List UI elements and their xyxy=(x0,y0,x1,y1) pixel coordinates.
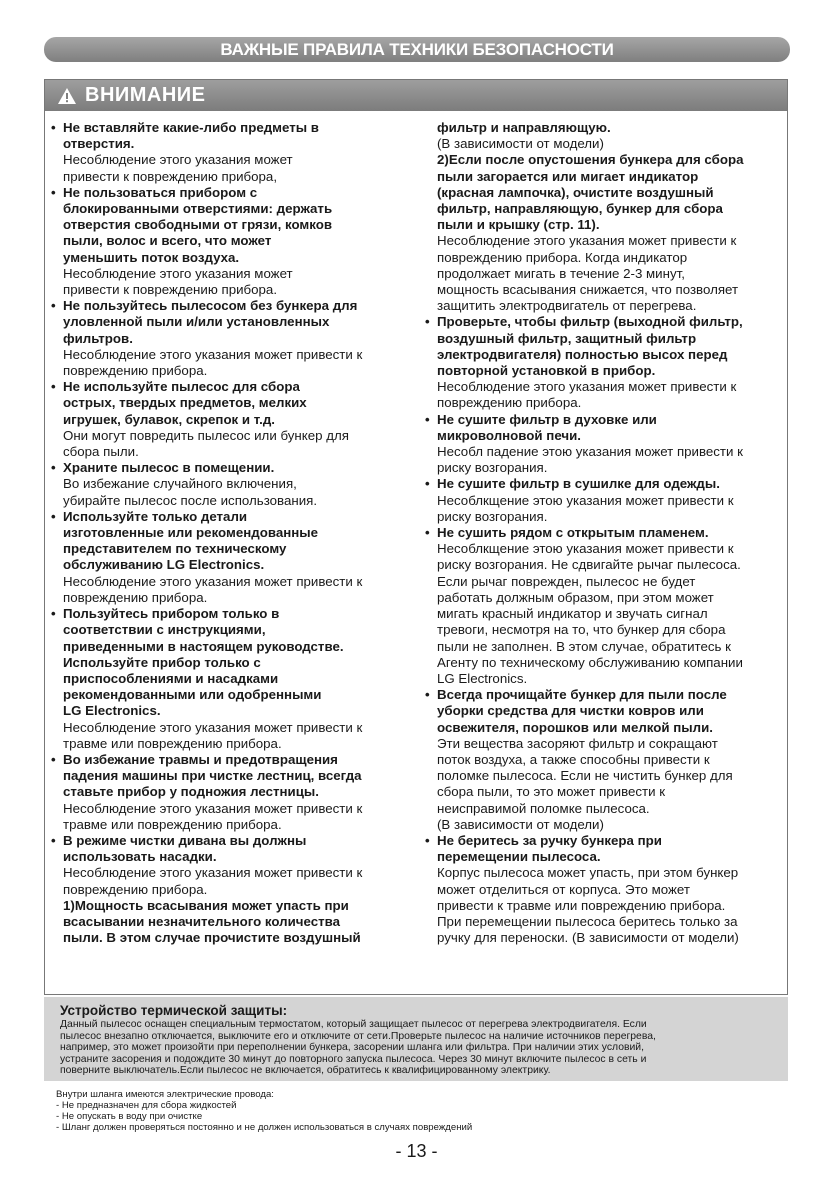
warning-item-text: повреждению прибора. xyxy=(63,881,208,897)
warning-item-text: Несоблюдение этого указания может xyxy=(63,152,293,168)
warning-item-text: Эти вещества засоряют фильтр и сокращают xyxy=(437,735,718,751)
warning-continued-heading: всасывании незначительного количества xyxy=(63,913,341,929)
warning-item-heading: Проверьте, чтобы фильтр (выходной фильтр, xyxy=(437,314,743,330)
bullet: • xyxy=(51,120,56,135)
warning-right-column xyxy=(425,120,785,946)
warning-item-heading: отверстия. xyxy=(63,136,135,152)
warning-item-text: привести к повреждению прибора. xyxy=(63,282,278,298)
warning-item-text: неисправимой поломке пылесоса. xyxy=(437,800,650,816)
warning-item-text: Несоблюдение этого указания может привести к xyxy=(63,573,363,589)
warning-item-text: риску возгорания. Не сдвигайте рычаг пылесоса. xyxy=(437,557,741,573)
warning-continued-text: мощность всасывания снижается, что позволяет xyxy=(437,282,739,298)
warning-item-heading: повторной установкой в прибор. xyxy=(437,363,656,379)
warning-item-text: тревоги, несмотря на то, что бункер для сбора xyxy=(437,622,726,638)
warning-item-text: Агенту по техническому обслуживанию компании xyxy=(437,654,743,670)
warning-list-item xyxy=(425,525,785,687)
warning-list-item xyxy=(51,120,403,185)
warning-item-text: Несоблюдение этого указания может привести к xyxy=(63,800,363,816)
warning-item-heading: пыли, волос и всего, что может xyxy=(63,233,272,249)
warning-item-text: Несоблюдение этого указания может привести к xyxy=(63,346,363,362)
warning-item-heading: Не пользоваться прибором с xyxy=(63,184,258,200)
warning-item-heading: электродвигателя) полностью высох перед xyxy=(437,346,728,362)
warning-item-text: мигать красный индикатор и звучать сигнал xyxy=(437,606,708,622)
warning-list-item xyxy=(425,476,785,525)
bullet: • xyxy=(51,751,56,767)
warning-left-column xyxy=(51,120,403,946)
warning-item-heading: перемещении пылесоса. xyxy=(437,849,601,865)
warning-item-heading: фильтров. xyxy=(63,330,133,346)
warning-item-heading: Не беритесь за ручку бункера при xyxy=(437,832,662,848)
warning-continued-text: повреждению прибора. Когда индикатор xyxy=(437,249,688,265)
warning-triangle-icon xyxy=(57,87,77,105)
warning-item-heading: блокированными отверстиями: держать xyxy=(63,201,333,217)
page-title: ВАЖНЫЕ ПРАВИЛА ТЕХНИКИ БЕЗОПАСНОСТИ xyxy=(44,37,790,62)
warning-item-heading: Не вставляйте какие-либо предметы в xyxy=(63,120,319,135)
warning-item-heading: Пользуйтесь прибором только в xyxy=(63,606,280,622)
warning-item-text: Несоблюдение этого указания может привести к xyxy=(437,379,737,395)
warning-item-text: сбора пыли, то это может привести к xyxy=(437,784,666,800)
warning-item-text: Несоблюдение этого указания может привести к xyxy=(63,865,363,881)
warning-item-text: повреждению прибора. xyxy=(437,395,582,411)
warning-item-heading: Всегда прочищайте бункер для пыли после xyxy=(437,687,727,703)
hose-line: - Не опускать в воду при очистке xyxy=(56,1111,203,1122)
warning-item-heading: Храните пылесос в помещении. xyxy=(63,460,275,476)
bullet: • xyxy=(425,832,430,848)
thermal-line: пылесос внезапно отключается, выключите его и отключите от сети.Проверьте пылесос на наличие источников перегрева, xyxy=(60,1030,656,1042)
warning-list-item xyxy=(425,412,785,477)
thermal-line: Данный пылесос оснащен специальным термостатом, который защищает пылесос от перегрева электродвигателя. Если xyxy=(60,1019,647,1030)
warning-title: ВНИМАНИЕ xyxy=(85,84,206,106)
bullet: • xyxy=(51,298,56,314)
bullet: • xyxy=(425,314,430,330)
warning-item-heading: Не пользуйтесь пылесосом без бункера для xyxy=(63,298,358,314)
warning-item-heading: изготовленные или рекомендованные xyxy=(63,525,319,541)
bullet: • xyxy=(51,832,56,848)
warning-list-item xyxy=(51,752,403,833)
bullet: • xyxy=(51,508,56,524)
warning-box xyxy=(44,79,788,995)
warning-item-text: убирайте пылесос после использования. xyxy=(63,492,318,508)
warning-item-heading: острых, твердых предметов, мелких xyxy=(63,395,307,411)
bullet: • xyxy=(51,460,56,476)
warning-item-text: риску возгорания. xyxy=(437,460,548,476)
warning-item-text: Если рычаг поврежден, пылесос не будет xyxy=(437,573,696,589)
warning-item-text: пыли не заполнен. В этом случае, обратитесь к xyxy=(437,638,731,654)
warning-continued-text: продолжает мигать в течение 2-3 минут, xyxy=(437,265,685,281)
warning-header xyxy=(45,80,787,111)
warning-item-heading: падения машины при чистке лестниц, всегда xyxy=(63,768,362,784)
warning-item-heading: приведенными в настоящем руководстве. xyxy=(63,638,344,654)
warning-continued-heading: 1)Мощность всасывания может упасть при xyxy=(63,897,349,913)
hose-line: - Не предназначен для сбора жидкостей xyxy=(56,1100,237,1111)
warning-item-text: может отделиться от корпуса. Это может xyxy=(437,881,690,897)
warning-list-item xyxy=(51,509,403,606)
warning-list-item xyxy=(51,606,403,752)
warning-item-text: Несоблюдение этого указания может xyxy=(63,265,293,281)
warning-item-text: поломке пылесоса. Если не чистить бункер для xyxy=(437,768,733,784)
thermal-protection-panel xyxy=(44,997,788,1081)
warning-item-heading: Используйте прибор только с xyxy=(63,654,261,670)
bullet: • xyxy=(425,687,430,703)
thermal-text xyxy=(60,1019,772,1077)
warning-item-text: Они могут повредить пылесос или бункер для xyxy=(63,427,349,443)
warning-item-text: При перемещении пылесоса беритесь только за xyxy=(437,913,738,929)
warning-item-heading: приспособлениями и насадками xyxy=(63,670,279,686)
warning-list-item xyxy=(51,185,403,298)
warning-item-heading: В режиме чистки дивана вы должны xyxy=(63,832,307,848)
warning-item-heading: обслуживанию LG Electronics. xyxy=(63,557,265,573)
bullet: • xyxy=(51,379,56,395)
warning-item-heading: освежителя, порошков или мелкой пыли. xyxy=(437,719,713,735)
warning-item-text: LG Electronics. xyxy=(437,670,528,686)
thermal-line: например, это может произойти при переполнении бункера, засорении шланга или фильтра. При наличии этих условий, xyxy=(60,1042,644,1054)
warning-list-item xyxy=(51,298,403,379)
bullet: • xyxy=(425,411,430,427)
warning-item-heading: соответствии с инструкциями, xyxy=(63,622,266,638)
warning-item-heading: представителем по техническому xyxy=(63,541,287,557)
warning-item-heading: уборки средства для чистки ковров или xyxy=(437,703,704,719)
warning-continued-heading: фильтр, направляющую, бункер для сбора xyxy=(437,201,723,217)
warning-item-heading: ставьте прибор у подножия лестницы. xyxy=(63,784,319,800)
warning-continued-heading: фильтр и направляющую. xyxy=(437,120,611,135)
warning-list-item xyxy=(51,833,403,898)
warning-item-text: риску возгорания. xyxy=(437,508,548,524)
warning-item-text: повреждению прибора. xyxy=(63,589,208,605)
thermal-line: устраните засорения и подождите 30 минут до повторного запуска пылесоса. Через 30 минут включите пылесос в сеть и xyxy=(60,1053,647,1065)
page-number: - 13 - xyxy=(395,1141,438,1161)
warning-item-text: Корпус пылесоса может упасть, при этом бункер xyxy=(437,865,739,881)
warning-item-heading: использовать насадки. xyxy=(63,849,217,865)
hose-line: Внутри шланга имеются электрические провода: xyxy=(56,1089,274,1100)
bullet: • xyxy=(51,606,56,622)
warning-item-heading: воздушный фильтр, защитный фильтр xyxy=(437,330,697,346)
warning-item-heading: Во избежание травмы и предотвращения xyxy=(63,751,338,767)
thermal-title: Устройство термической защиты: xyxy=(60,1003,288,1018)
warning-list-item xyxy=(51,460,403,509)
warning-item-heading: Не используйте пылесос для сбора xyxy=(63,379,300,395)
warning-item-text: Несобл падение этою указания может привести к xyxy=(437,444,743,460)
warning-list-item xyxy=(425,314,785,411)
warning-item-text: (В зависимости от модели) xyxy=(437,816,604,832)
warning-item-heading: отверстия свободными от грязи, комков xyxy=(63,217,333,233)
thermal-line: поверните выключатель.Если пылесос не включается, обратитесь к квалифицированному электрику. xyxy=(60,1065,551,1077)
hose-notice xyxy=(56,1089,796,1133)
warning-item-heading: игрушек, булавок, скрепок и т.д. xyxy=(63,411,275,427)
warning-continued-heading: 2)Если после опустошения бункера для сбора xyxy=(437,152,744,168)
warning-continued-heading: пыли и крышку (стр. 11). xyxy=(437,217,600,233)
bullet: • xyxy=(51,184,56,200)
warning-list-item xyxy=(51,379,403,460)
warning-item-text: Во избежание случайного включения, xyxy=(63,476,297,492)
warning-item-text: Несоблкщение этою указания может привести к xyxy=(437,541,734,557)
warning-item-heading: Используйте только детали xyxy=(63,508,248,524)
warning-item-text: Несоблкщение этою указания может привести к xyxy=(437,492,734,508)
warning-item-heading: микроволновой печи. xyxy=(437,427,581,443)
warning-list-item xyxy=(425,687,785,833)
bullet: • xyxy=(425,525,430,541)
warning-item-text: привести к травме или повреждению прибора. xyxy=(437,897,726,913)
warning-item-text: сбора пыли. xyxy=(63,444,139,460)
warning-item-text: поток воздуха, а также способны привести к xyxy=(437,751,710,767)
warning-item-heading: Не сушите фильтр в духовке или xyxy=(437,411,657,427)
warning-item-heading: LG Electronics. xyxy=(63,703,161,719)
warning-item-heading: уловленной пыли и/или установленных xyxy=(63,314,330,330)
warning-continued-text: (В зависимости от модели) xyxy=(437,136,604,152)
hose-line: - Шланг должен проверяться постоянно и не должен использоваться в случаях повреждений xyxy=(56,1122,473,1133)
warning-item-text: повреждению прибора. xyxy=(63,363,208,379)
warning-item-text: ручку для переноски. (В зависимости от модели) xyxy=(437,930,739,946)
warning-item-text: работать должным образом, при этом может xyxy=(437,589,714,605)
warning-item-heading: Не сушить рядом с открытым пламенем. xyxy=(437,525,709,541)
warning-continued-heading: пыли загорается или мигает индикатор xyxy=(437,168,699,184)
warning-item-heading: Не сушите фильтр в сушилке для одежды. xyxy=(437,476,720,492)
warning-item-text: травме или повреждению прибора. xyxy=(63,735,282,751)
warning-item-text: привести к повреждению прибора, xyxy=(63,168,278,184)
warning-continued-text: Несоблюдение этого указания может привести к xyxy=(437,233,737,249)
warning-item-heading: рекомендованными или одобренными xyxy=(63,687,322,703)
warning-item-heading: уменьшить поток воздуха. xyxy=(63,249,240,265)
warning-item-text: Несоблюдение этого указания может привести к xyxy=(63,719,363,735)
warning-list-item xyxy=(425,833,785,946)
warning-item-text: травме или повреждению прибора. xyxy=(63,816,282,832)
warning-continued-heading: пыли. В этом случае прочистите воздушный xyxy=(63,930,361,946)
warning-continued-heading: (красная лампочка), очистите воздушный xyxy=(437,184,714,200)
bullet: • xyxy=(425,476,430,492)
warning-continued-text: защитить электродвигатель от перегрева. xyxy=(437,298,697,314)
